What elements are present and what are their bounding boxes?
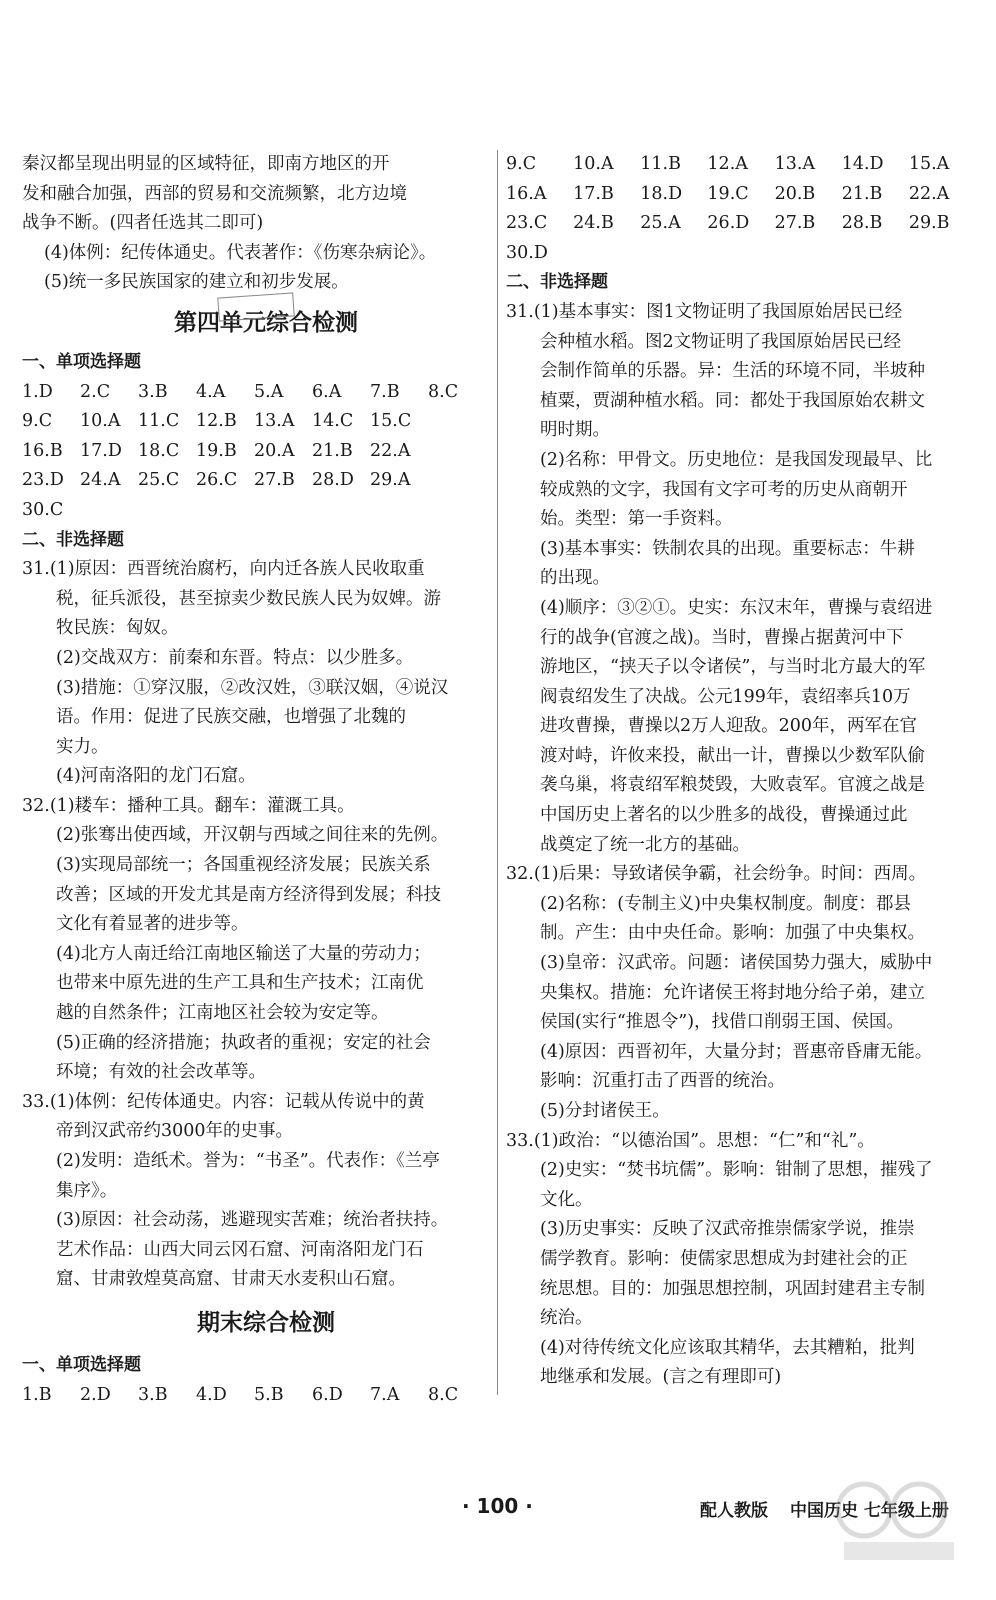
answer-line: 越的自然条件；江南地区社会较为安定等。 [56,1003,389,1024]
answer-line: 会制作简单的乐器。异：生活的环境不同，半坡种 [540,361,925,382]
answer-cell: 19.B [196,440,237,461]
answer-cell: 2.D [80,1384,111,1405]
answer-line: 始。类型：第一手资料。 [540,509,733,530]
final-title: 期末综合检测 [197,1309,335,1336]
answer-cell: 16.A [506,183,547,204]
answer-cell: 30.D [506,242,548,263]
answer-line: 文化。 [540,1189,593,1210]
answer-cell: 5.A [254,381,284,402]
answer-line: (5)统一多民族国家的建立和初步发展。 [44,272,349,293]
answer-row [22,466,490,496]
answer-line: (2)名称：(专制主义)中央集权制度。制度：郡县 [540,893,911,914]
answer-line: (3)措施：①穿汉服，②改汉姓，③联汉姻，④说汉 [56,677,449,698]
answer-cell: 7.B [370,381,400,402]
answer-cell: 30.C [22,499,64,520]
answer-line: 集序》。 [56,1180,118,1201]
answer-cell: 11.B [640,154,681,174]
unit4-title: 第四单元综合检测 [174,309,358,336]
answer-line: (2)交战双方：前秦和东晋。特点：以少胜多。 [56,647,414,668]
answer-line: 袭乌巢，将袁绍军粮焚毁，大败袁军。官渡之战是 [540,775,925,796]
answer-line: 窟、甘肃敦煌莫高窟、甘肃天水麦积山石窟。 [56,1269,406,1290]
unit4-answers [22,555,490,1295]
answer-cell: 24.A [80,470,121,491]
answer-line: 侯国(实行“推恩令”)，找借口削弱王国、侯国。 [540,1012,905,1033]
answer-line: (2)史实：“焚书坑儒”。影响：钳制了思想，摧残了 [540,1160,933,1181]
single-choice-heading: 一、单项选择题 [22,351,141,372]
answer-line: 税，征兵派役，甚至掠卖少数民族人民为奴婢。游 [56,588,441,609]
answer-line: 33.(1)体例：纪传体通史。内容：记载从传说中的黄 [22,1091,425,1112]
left-top-text [22,150,490,298]
answer-line: 改善；区域的开发尤其是南方经济得到发展；科技 [56,884,441,905]
answer-cell: 4.D [196,1384,227,1405]
answer-line: 明时期。 [540,420,610,441]
answer-cell: 10.A [573,154,614,174]
answer-row [22,496,490,526]
answer-line: 31.(1)基本事实：图1文物证明了我国原始居民已经 [506,301,903,322]
column-divider [497,150,498,1395]
answer-cell: 1.B [22,1384,52,1405]
answer-line: 实力。 [56,736,109,757]
answer-cell: 20.A [254,440,295,461]
answer-cell: 22.A [908,183,950,204]
answer-cell: 21.B [841,183,883,204]
answer-cell: 14.D [841,154,884,174]
answer-cell: 1.D [22,381,53,402]
answer-line: 行的战争(官渡之战)。当时，曹操占据黄河中下 [540,627,904,648]
right-non-choice-heading: 二、非选择题 [506,272,608,293]
right-column [506,150,976,1393]
answer-cell: 6.D [312,1384,343,1405]
answer-line: (2)发明：造纸术。誉为：“书圣”。代表作：《兰亭 [56,1151,440,1171]
answer-line: 制。产生：由中央任命。影响：加强了中央集权。 [540,923,925,944]
answer-line: (5)正确的经济措施；执政者的重视；安定的社会 [56,1032,431,1053]
answer-cell: 22.A [370,440,411,461]
answer-line: 游地区，“挟天子以令诸侯”，与当时北方最大的军 [540,657,926,678]
answer-line: 31.(1)原因：西晋统治腐朽，向内迁各族人民收取重 [22,559,425,580]
answer-line: 进攻曹操，曹操以2万人迎敌。200年，两军在官 [540,716,918,737]
answer-cell: 24.B [573,213,614,234]
answer-line: (4)对待传统文化应该取其精华，去其糟粕，批判 [540,1337,915,1358]
answer-cell: 11.C [138,411,180,432]
answer-row [22,407,490,437]
non-choice-heading: 二、非选择题 [22,529,124,550]
answer-line: 发和融合加强，西部的贸易和交流频繁，北方边境 [22,183,407,204]
left-column [22,150,490,1410]
answer-row [506,209,976,239]
answer-line: (4)河南洛阳的龙门石窟。 [56,766,256,787]
answer-cell: 18.C [138,440,180,461]
answer-line: 统思想。目的：加强思想控制，巩固封建君主专制 [540,1278,925,1299]
watermark-logo [824,1470,974,1570]
answer-line: 环境；有效的社会改革等。 [56,1062,266,1083]
final-answer-grid [22,1381,490,1411]
answer-line: 帝到汉武帝约3000年的史事。 [56,1121,294,1142]
answer-line: (3)皇帝：汉武帝。问题：诸侯国势力强大，威胁中 [540,953,933,974]
answer-cell: 15.A [908,154,950,174]
answer-cell: 3.B [138,1384,168,1405]
answer-cell: 28.D [312,470,354,491]
answer-line: 艺术作品：山西大同云冈石窟、河南洛阳龙门石 [56,1239,424,1260]
answer-line: (4)原因：西晋初年，大量分封；晋惠帝昏庸无能。 [540,1041,933,1062]
answer-cell: 16.B [22,440,63,461]
answer-cell: 8.C [428,381,459,402]
answer-line: (3)历史事实：反映了汉武帝推崇儒家学说，推崇 [540,1219,915,1240]
answer-line: 统治。 [540,1308,593,1329]
answer-cell: 7.A [370,1384,400,1405]
answer-cell: 13.A [254,411,295,432]
answer-line: 战奠定了统一北方的基础。 [540,834,750,855]
answer-row [506,180,976,210]
answer-line: 文化有着显著的进步等。 [56,914,249,935]
answer-row [22,1381,490,1411]
answer-cell: 27.B [774,213,816,234]
answer-cell: 13.A [774,154,816,174]
answer-cell: 28.B [841,213,883,234]
answer-cell: 20.B [774,183,816,204]
page-number: · 100 · [462,1494,533,1518]
answer-row [506,239,976,269]
answer-row [22,437,490,467]
answer-line: 会种植水稻。图2文物证明了我国原始居民已经 [540,331,902,352]
answer-line: 的出现。 [540,568,610,589]
answer-cell: 18.D [640,183,683,204]
answer-line: 也带来中原先进的生产工具和生产技术；江南优 [56,973,424,994]
answer-row [22,378,490,408]
answer-line: 儒学教育。影响：使儒家思想成为封建社会的正 [540,1248,908,1269]
answer-cell: 9.C [506,154,537,174]
answer-cell: 26.C [196,470,238,491]
answer-line: 战争不断。(四者任选其二即可) [22,213,264,234]
answer-cell: 8.C [428,1384,459,1405]
answer-cell: 3.B [138,381,168,402]
answer-line: 央集权。措施：允许诸侯王将封地分给子弟，建立 [540,982,925,1003]
answer-cell: 5.B [254,1384,284,1405]
answer-line: 阀袁绍发生了决战。公元199年，袁绍率兵10万 [540,686,911,707]
answer-line: 地继承和发展。(言之有理即可) [540,1367,782,1388]
answer-line: 33.(1)政治：“以德治国”。思想：“仁”和“礼”。 [506,1130,875,1151]
answer-cell: 21.B [312,440,353,461]
answer-line: (3)基本事实：铁制农具的出现。重要标志：牛耕 [540,538,915,559]
answer-line: 秦汉都呈现出明显的区域特征，即南方地区的开 [22,154,390,174]
answer-cell: 14.C [312,411,354,432]
answer-cell: 29.A [370,470,411,491]
answer-cell: 17.B [573,183,614,204]
answer-line: 牧民族：匈奴。 [56,618,179,639]
answer-line: (4)体例：纪传体通史。代表著作：《伤寒杂病论》。 [44,242,437,263]
answer-cell: 4.A [196,381,226,402]
final-answer-grid-continued [506,150,976,268]
answer-cell: 17.D [80,440,122,461]
answer-cell: 19.C [707,183,749,204]
answer-cell: 12.A [707,154,748,174]
answer-line: (4)顺序：③②①。史实：东汉末年，曹操与袁绍进 [540,597,933,618]
answer-cell: 12.B [196,411,237,432]
answer-cell: 9.C [22,411,53,432]
answer-cell: 25.A [640,213,681,234]
answer-cell: 23.D [22,470,64,491]
answer-line: 渡对峙，许攸来投，献出一计，曹操以少数军队偷 [540,745,925,766]
final-answers [506,298,976,1393]
answer-line: (2)张骞出使西域，开汉朝与西域之间往来的先例。 [56,825,449,846]
answer-cell: 26.D [707,213,750,234]
answer-line: (5)分封诸侯王。 [540,1101,670,1121]
answer-cell: 10.A [80,411,121,432]
unit4-answer-grid [22,378,490,526]
answer-line: (3)实现局部统一；各国重视经济发展；民族关系 [56,855,431,876]
answer-line: (4)北方人南迁给江南地区输送了大量的劳动力； [56,943,431,964]
answer-line: 32.(1)耧车：播种工具。翻车：灌溉工具。 [22,795,355,816]
answer-cell: 15.C [370,411,412,432]
answer-line: 32.(1)后果：导致诸侯争霸，社会纷争。时间：西周。 [506,864,927,885]
answer-line: (2)名称：甲骨文。历史地位：是我国发现最早、比 [540,449,933,470]
answer-line: (3)原因：社会动荡，逃避现实苦难；统治者扶持。 [56,1210,449,1231]
answer-cell: 23.C [506,213,548,234]
answer-line: 影响：沉重打击了西晋的统治。 [540,1071,785,1092]
answer-cell: 6.A [312,381,342,402]
final-single-choice-heading: 一、单项选择题 [22,1354,141,1375]
answer-cell: 27.B [254,470,295,491]
answer-cell: 29.B [908,213,950,234]
edition-label: 配人教版 [700,1501,768,1521]
answer-cell: 2.C [80,381,111,402]
answer-line: 中国历史上著名的以少胜多的战役，曹操通过此 [540,805,908,826]
answer-line: 植粟，贾湖种植水稻。同：都处于我国原始农耕文 [540,390,925,411]
answer-cell: 25.C [138,470,180,491]
answer-row [506,150,976,180]
answer-line: 较成熟的文字，我国有文字可考的历史从商朝开 [540,479,908,500]
book-title: 中国历史 七年级上册 [790,1501,949,1521]
answer-line: 语。作用：促进了民族交融，也增强了北魏的 [56,707,406,728]
